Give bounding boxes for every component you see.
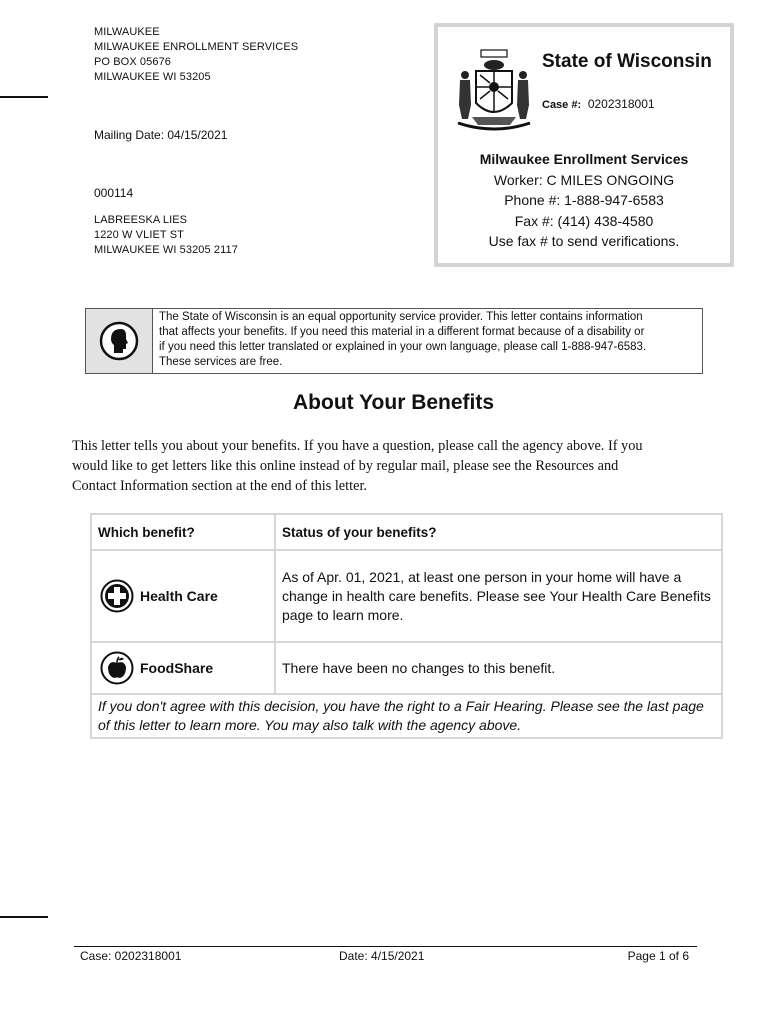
- page-footer: [74, 946, 697, 963]
- benefit-cell: [91, 550, 275, 642]
- notice-line: The State of Wisconsin is an equal opportunity service provider. This letter contains information: [159, 311, 643, 323]
- table-row: [91, 642, 722, 694]
- case-number-value: 0202318001: [587, 97, 655, 111]
- sender-line: PO BOX 05676: [94, 56, 172, 68]
- table-note-row: [91, 694, 722, 738]
- sender-line: MILWAUKEE ENROLLMENT SERVICES: [94, 41, 299, 53]
- recipient-address: [94, 213, 238, 258]
- status-cell: As of Apr. 01, 2021, at least one person in your home will have a change in health care benefits. Please see Your Health Care Benefits page to learn more.: [275, 550, 722, 642]
- state-contact-box: [434, 23, 734, 267]
- mailing-date-label: Mailing Date:: [94, 128, 165, 142]
- mailing-date-value: 04/15/2021: [167, 128, 228, 142]
- notice-line: if you need this letter translated or explained in your own language, please call 1-888-947-6583.: [159, 341, 647, 353]
- page-title-wrap: [37, 391, 768, 415]
- worker-name: Worker: C MILES ONGOING: [493, 171, 675, 188]
- case-number-label: Case #:: [542, 99, 582, 111]
- fax-note: Use fax # to send verifications.: [488, 233, 680, 249]
- benefit-name: FoodShare: [140, 660, 214, 676]
- agency-contact: [438, 149, 730, 252]
- status-cell: There have been no changes to this benefit.: [275, 642, 722, 694]
- phone-number: Phone #: 1-888-947-6583: [504, 192, 664, 208]
- intro-line: Contact Information section at the end of this letter.: [72, 478, 367, 494]
- table-header-row: [91, 514, 722, 550]
- medical-cross-icon: [100, 579, 134, 613]
- language-assistance-notice: [85, 308, 703, 374]
- fold-mark-bottom: [0, 916, 48, 918]
- recipient-line: MILWAUKEE WI 53205 2117: [94, 244, 238, 256]
- fair-hearing-note: If you don't agree with this decision, you have the right to a Fair Hearing. Please see the last page of this letter to learn more. You may also talk with the agency above.: [91, 694, 722, 738]
- document-code: 000114: [94, 186, 134, 200]
- table-row: [91, 550, 722, 642]
- wisconsin-seal-icon: [454, 47, 534, 135]
- case-number-line: [542, 97, 655, 111]
- footer-date: Date: 4/15/2021: [339, 949, 425, 963]
- notice-line: that affects your benefits. If you need this material in a different format because of a disability or: [159, 326, 645, 338]
- benefit-name: Health Care: [140, 588, 218, 604]
- sender-line: MILWAUKEE: [94, 26, 160, 38]
- footer-page: Page 1 of 6: [627, 949, 689, 963]
- recipient-line: 1220 W VLIET ST: [94, 229, 184, 241]
- agency-name: Milwaukee Enrollment Services: [479, 151, 689, 167]
- intro-line: would like to get letters like this online instead of by regular mail, please see the Resources and: [72, 458, 619, 474]
- notice-line: These services are free.: [159, 356, 283, 368]
- notice-icon-cell: [86, 309, 153, 373]
- column-header-benefit: Which benefit?: [91, 514, 275, 550]
- benefits-table: [90, 513, 723, 739]
- footer-case: Case: 0202318001: [80, 949, 182, 963]
- fold-mark-top: [0, 96, 48, 98]
- sender-line: MILWAUKEE WI 53205: [94, 71, 211, 83]
- intro-line: This letter tells you about your benefits. If you have a question, please call the agency above. If you: [72, 438, 643, 454]
- speaking-head-icon: [99, 321, 139, 361]
- recipient-line: LABREESKA LIES: [94, 214, 188, 226]
- page-title: About Your Benefits: [293, 391, 495, 414]
- apple-icon: [100, 651, 134, 685]
- benefit-cell: [91, 642, 275, 694]
- column-header-status: Status of your benefits?: [275, 514, 722, 550]
- sender-address: [94, 25, 298, 85]
- fax-number: Fax #: (414) 438-4580: [514, 212, 654, 229]
- intro-paragraph: [72, 436, 732, 496]
- state-title: State of Wisconsin: [542, 51, 712, 72]
- notice-text: [153, 309, 652, 373]
- mailing-date: [94, 128, 227, 142]
